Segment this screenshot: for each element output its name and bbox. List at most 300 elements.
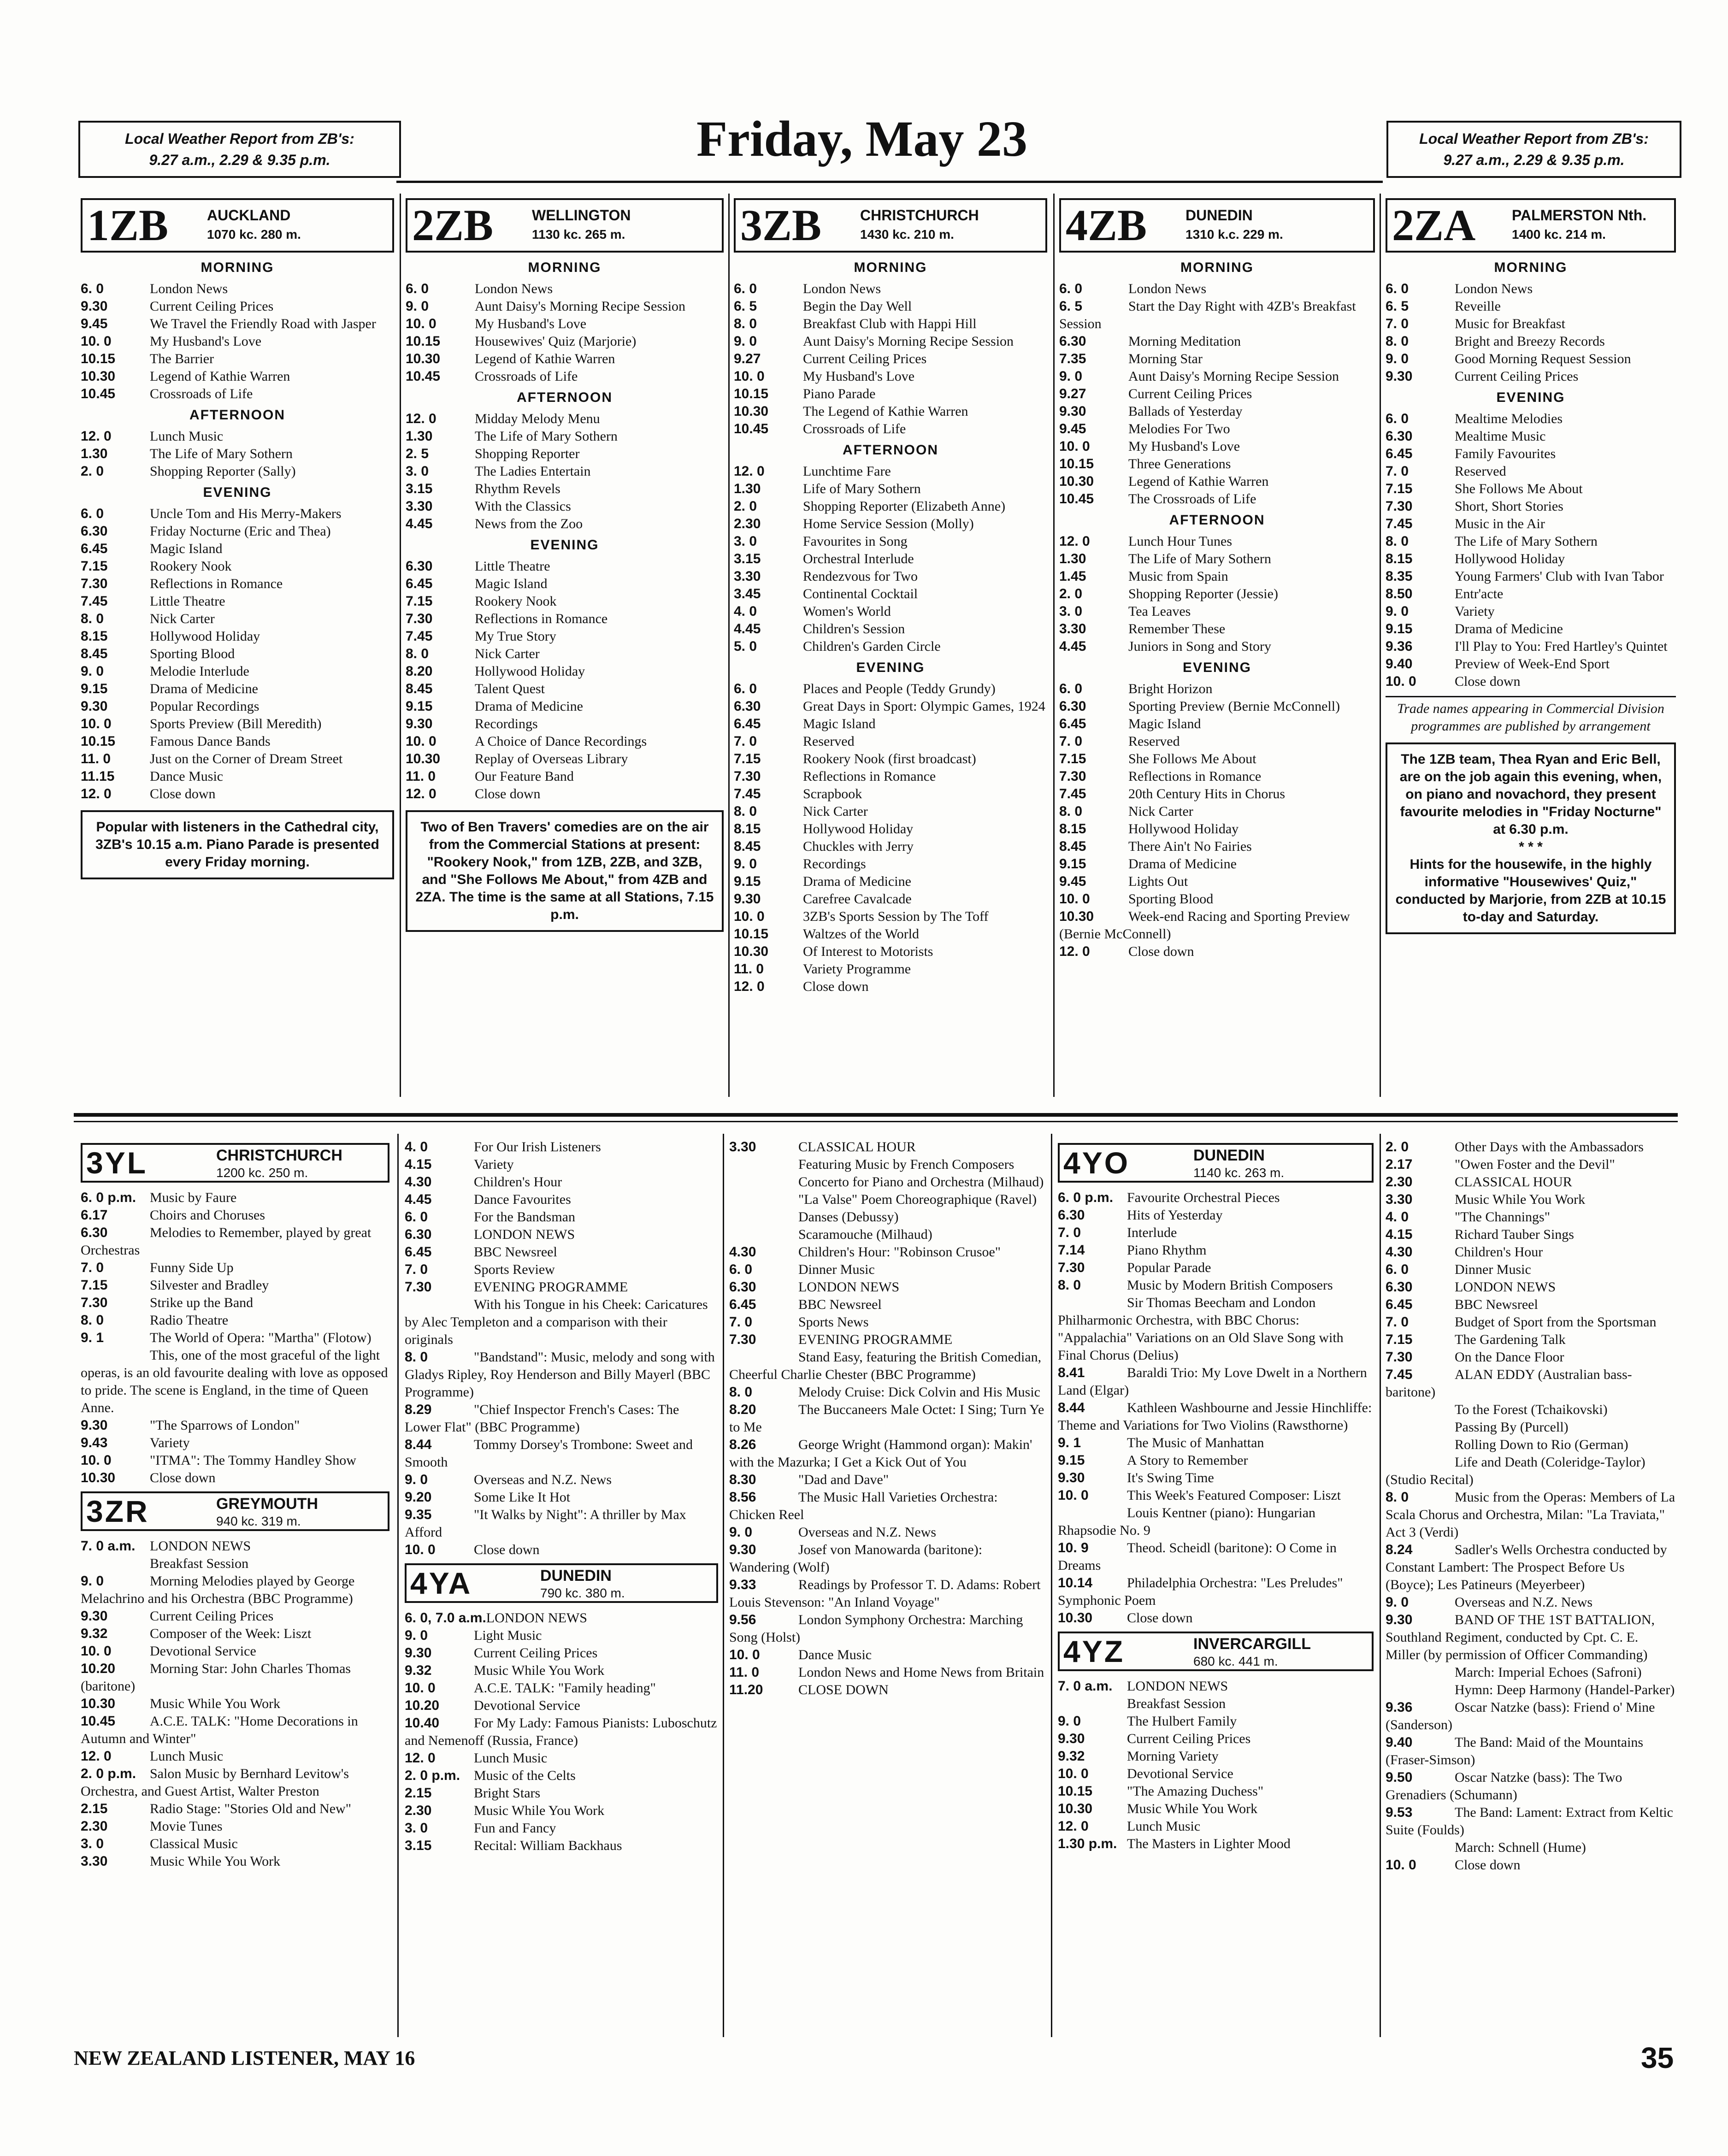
- programme-time: 7.15: [406, 594, 433, 609]
- programme-title: Reflections in Romance: [475, 611, 608, 626]
- programme-title: Music from the Operas: Members of La Scala Chorus and Orchestra, Milan: "La Traviata," Act 3 (Verdi): [1386, 1490, 1675, 1540]
- programme-line: [1386, 1489, 1676, 1541]
- programme-line: [406, 750, 724, 768]
- programme-line: [81, 750, 394, 768]
- programme-time: 8.26: [729, 1437, 756, 1452]
- programme-line: [734, 785, 1047, 803]
- weather-line: 9.27 a.m., 2.29 & 9.35 p.m.: [149, 152, 330, 168]
- programme-time: 7. 0: [1059, 734, 1083, 749]
- programme-title: For Our Irish Listeners: [474, 1139, 601, 1155]
- station-header: [406, 198, 724, 253]
- programme-line: [1059, 298, 1375, 333]
- programme-line: [1386, 638, 1676, 655]
- programme-title: London Symphony Orchestra: Marching Song (Holst): [729, 1612, 1023, 1645]
- programme-time: 7. 0: [1386, 316, 1409, 331]
- programme-line: [405, 1750, 718, 1767]
- programme-time: 9.20: [405, 1490, 432, 1505]
- programme-title: "La Valse" Poem Choreographique (Ravel): [798, 1192, 1037, 1207]
- programme-line: [81, 1347, 389, 1417]
- programme-title: London News and Home News from Britain: [798, 1665, 1044, 1680]
- programme-time: 3.30: [81, 1854, 108, 1869]
- station-city: GREYMOUTH: [216, 1495, 318, 1513]
- programme-line: [1386, 428, 1676, 445]
- programme-time: 7.30: [1386, 499, 1413, 514]
- programme-time: 12. 0: [405, 1750, 436, 1766]
- programme-time: 8.15: [1059, 821, 1086, 836]
- programme-title: LONDON NEWS: [1455, 1279, 1556, 1295]
- station-call-sign: 2ZB: [412, 200, 494, 250]
- programme-line: [405, 1489, 718, 1506]
- programme-title: The Buccaneers Male Octet: I Sing; Turn Ye to Me: [729, 1402, 1044, 1435]
- programme-title: There Ain't No Fairies: [1128, 839, 1252, 854]
- programme-title: Movie Tunes: [150, 1819, 223, 1834]
- station-frequency: 1140 kc. 263 m.: [1193, 1166, 1285, 1180]
- programme-time: 12. 0: [406, 411, 436, 426]
- programme-line: [729, 1191, 1045, 1208]
- programme-line: [406, 280, 724, 298]
- programme-time: 12. 0: [406, 786, 436, 801]
- programme-title: To the Forest (Tchaikovski): [1455, 1402, 1608, 1417]
- programme-title: Classical Music: [150, 1836, 238, 1851]
- programme-title: Overseas and N.Z. News: [798, 1525, 937, 1540]
- column-divider: [400, 194, 401, 1097]
- programme-line: [1059, 490, 1375, 508]
- programme-time: 10.30: [1058, 1801, 1093, 1816]
- section-heading: AFTERNOON: [1169, 512, 1265, 528]
- programme-line: [1386, 315, 1676, 333]
- programme-line: [405, 1208, 718, 1226]
- note-text: The 1ZB team, Thea Ryan and Eric Bell, are on the job again this evening, when, on piano and novachord, they present favourite melodies in "Friday Nocturne" at 6.30 p.m.: [1399, 752, 1662, 837]
- station-column: [81, 1138, 389, 1870]
- programme-time: 10. 0: [729, 1647, 760, 1662]
- programme-line: [406, 610, 724, 628]
- programme-title: LONDON NEWS: [798, 1279, 900, 1295]
- station-header: [1386, 198, 1676, 253]
- programme-title: Morning Melodies played by George Melachrino and his Orchestra (BBC Programme): [81, 1573, 355, 1606]
- programme-time: 8.45: [734, 839, 761, 854]
- programme-line: [734, 715, 1047, 733]
- programme-time: 9. 0: [1386, 604, 1409, 619]
- programme-title: Variety: [150, 1435, 190, 1450]
- programme-title: Hymn: Deep Harmony (Handel-Parker): [1455, 1682, 1675, 1697]
- programme-title: Music While You Work: [474, 1803, 605, 1818]
- programme-line: [1386, 463, 1676, 480]
- programme-title: Reserved: [1455, 464, 1506, 479]
- programme-title: Hollywood Holiday: [803, 821, 914, 836]
- station-column: [1386, 1138, 1676, 1874]
- programme-title: Nick Carter: [1128, 804, 1193, 819]
- programme-time: 10. 0: [81, 1644, 112, 1659]
- programme-title: Close down: [1455, 674, 1521, 689]
- programme-line: [734, 890, 1047, 908]
- programme-time: 7.30: [81, 1295, 108, 1310]
- programme-line: [734, 855, 1047, 873]
- programme-title: Children's Hour: "Robinson Crusoe": [798, 1244, 1001, 1260]
- programme-line: [1059, 438, 1375, 455]
- programme-line: [81, 715, 394, 733]
- programme-line: [1386, 1314, 1676, 1331]
- programme-time: 12. 0: [81, 786, 112, 801]
- programme-line: [729, 1664, 1045, 1681]
- programme-time: 10.30: [1059, 909, 1094, 924]
- station-city: DUNEDIN: [1193, 1147, 1265, 1164]
- section-heading: AFTERNOON: [517, 390, 613, 405]
- programme-line: [729, 1646, 1045, 1664]
- programme-title: Orchestral Interlude: [803, 551, 914, 566]
- programme-list: [729, 1138, 1045, 1699]
- programme-title: Recordings: [803, 856, 866, 872]
- programme-line: [734, 960, 1047, 978]
- programme-time: 6.30: [1059, 334, 1086, 349]
- programme-title: Close down: [150, 786, 216, 801]
- programme-time: 9.40: [1386, 656, 1413, 672]
- programme-title: Reflections in Romance: [803, 769, 936, 784]
- programme-line: [1058, 1678, 1374, 1695]
- programme-time: 9.30: [1059, 404, 1086, 419]
- programme-line: [1059, 715, 1375, 733]
- weather-box-left: [78, 121, 401, 178]
- programme-title: Interlude: [1127, 1225, 1177, 1240]
- programme-line: [1059, 680, 1375, 698]
- programme-line: [1058, 1713, 1374, 1730]
- programme-title: The Life of Mary Sothern: [1128, 551, 1271, 566]
- programme-line: [1386, 1804, 1676, 1839]
- station-frequency: 940 kc. 319 m.: [216, 1514, 301, 1528]
- programme-time: 10.30: [734, 404, 769, 419]
- programme-title: Music for Breakfast: [1455, 316, 1565, 331]
- programme-title: The Music Hall Varieties Orchestra: Chicken Reel: [729, 1490, 998, 1522]
- programme-line: [1059, 350, 1375, 368]
- programme-time: 7. 0: [405, 1262, 428, 1277]
- programme-time: 10. 0: [1386, 1857, 1416, 1873]
- programme-time: 10. 0: [406, 316, 436, 331]
- programme-time: 9. 0: [1386, 1595, 1409, 1610]
- programme-time: 12. 0: [734, 464, 765, 479]
- programme-title: Mealtime Music: [1455, 429, 1546, 444]
- programme-title: CLOSE DOWN: [798, 1682, 889, 1697]
- programme-line: [81, 1537, 389, 1555]
- programme-line: [1058, 1748, 1374, 1765]
- programme-title: My True Story: [475, 629, 556, 644]
- programme-line: [1386, 410, 1676, 428]
- programme-time: 7.45: [1386, 1367, 1413, 1382]
- programme-time: 8. 0: [729, 1384, 753, 1400]
- programme-time: 9.30: [1058, 1470, 1085, 1485]
- programme-title: Current Ceiling Prices: [1127, 1731, 1251, 1746]
- programme-time: 8.20: [729, 1402, 756, 1417]
- station-call-sign: 4YA: [410, 1566, 472, 1600]
- programme-title: Nick Carter: [803, 804, 868, 819]
- programme-time: 9.45: [1059, 421, 1086, 436]
- programme-title: Overseas and N.Z. News: [1455, 1595, 1593, 1610]
- section-heading: EVENING: [1496, 390, 1565, 405]
- programme-line: [81, 428, 394, 445]
- programme-line: [729, 1296, 1045, 1314]
- programme-time: 6.45: [405, 1244, 432, 1260]
- programme-title: Hollywood Holiday: [1128, 821, 1239, 836]
- programme-line: [1058, 1224, 1374, 1242]
- programme-title: Sports Preview (Bill Meredith): [150, 716, 322, 731]
- programme-line: [1386, 1331, 1676, 1349]
- programme-line: [1058, 1434, 1374, 1452]
- programme-line: [1058, 1207, 1374, 1224]
- programme-title: Chuckles with Jerry: [803, 839, 914, 854]
- programme-line: [1386, 1734, 1676, 1769]
- programme-line: [405, 1802, 718, 1820]
- programme-line: [1058, 1574, 1374, 1609]
- programme-line: [406, 515, 724, 533]
- programme-time: 9.30: [81, 299, 108, 314]
- programme-time: 6. 5: [1386, 299, 1409, 314]
- programme-line: [729, 1208, 1045, 1226]
- programme-title: Crossroads of Life: [475, 369, 578, 384]
- programme-title: This, one of the most graceful of the light operas, is an old favourite dealing with love as opposed to pride. The scene is England, in the time of Queen Anne.: [81, 1348, 388, 1415]
- trade-note: Trade names appearing in Commercial Division programmes are published by arrangement: [1386, 696, 1676, 735]
- programme-time: 3.15: [734, 551, 761, 566]
- programme-list: [81, 1537, 389, 1870]
- programme-title: Music by Faure: [150, 1190, 237, 1205]
- programme-title: Dance Music: [798, 1647, 872, 1662]
- programme-line: [734, 368, 1047, 385]
- programme-line: [1059, 420, 1375, 438]
- programme-title: Drama of Medicine: [803, 874, 911, 889]
- programme-title: 20th Century Hits in Chorus: [1128, 786, 1286, 801]
- programme-time: 6. 0: [405, 1209, 428, 1225]
- programme-title: Rhythm Revels: [475, 481, 560, 496]
- programme-line: [406, 575, 724, 593]
- programme-title: The Masters in Lighter Mood: [1127, 1836, 1291, 1851]
- programme-time: 1.30 p.m.: [1058, 1836, 1117, 1851]
- programme-title: Oscar Natzke (bass): The Two Grenadiers (Schumann): [1386, 1770, 1622, 1803]
- programme-title: "ITMA": The Tommy Handley Show: [150, 1453, 356, 1468]
- programme-time: 8.50: [1386, 586, 1413, 601]
- programme-title: Tommy Dorsey's Trombone: Sweet and Smooth: [405, 1437, 693, 1470]
- programme-title: "It Walks by Night": A thriller by Max Afford: [405, 1507, 686, 1540]
- section-heading: MORNING: [1180, 260, 1254, 275]
- programme-line: [81, 610, 394, 628]
- programme-title: Friday Nocturne (Eric and Thea): [150, 524, 331, 539]
- programme-title: Aunt Daisy's Morning Recipe Session: [475, 299, 686, 314]
- programme-line: [81, 1294, 389, 1312]
- programme-title: Mealtime Melodies: [1455, 411, 1563, 426]
- programme-time: 10.15: [81, 734, 116, 749]
- programme-time: 7. 0 a.m.: [81, 1538, 136, 1554]
- programme-time: 7. 0: [81, 1260, 104, 1275]
- programme-title: Philadelphia Orchestra: "Les Preludes" Symphonic Poem: [1058, 1575, 1343, 1608]
- programme-title: Talent Quest: [475, 681, 545, 696]
- programme-line: [1058, 1818, 1374, 1835]
- programme-time: 1.30: [81, 446, 108, 461]
- programme-line: [1059, 280, 1375, 298]
- station-city: CHRISTCHURCH: [860, 207, 979, 224]
- programme-title: Music While You Work: [150, 1854, 281, 1869]
- programme-line: [405, 1261, 718, 1278]
- programme-time: 2.15: [405, 1785, 432, 1801]
- programme-time: 10. 0: [734, 909, 765, 924]
- programme-title: Legend of Kathie Warren: [475, 351, 615, 366]
- programme-time: 9.50: [1386, 1770, 1413, 1785]
- programme-line: [1386, 1278, 1676, 1296]
- programme-time: 12. 0: [1058, 1819, 1089, 1834]
- programme-time: 7.30: [734, 769, 761, 784]
- programme-title: Begin the Day Well: [803, 299, 912, 314]
- programme-time: 9. 0: [1386, 351, 1409, 366]
- programme-time: 9.40: [1386, 1735, 1413, 1750]
- programme-line: [1059, 603, 1375, 620]
- programme-list: [81, 259, 394, 803]
- programme-line: [729, 1541, 1045, 1576]
- programme-line: [81, 1224, 389, 1259]
- programme-line: [405, 1156, 718, 1173]
- programme-line: [81, 1800, 389, 1818]
- station-header: [734, 198, 1047, 253]
- programme-title: Fun and Fancy: [474, 1820, 556, 1836]
- programme-line: [81, 768, 394, 785]
- station-city: INVERCARGILL: [1193, 1635, 1311, 1653]
- programme-time: 11. 0: [729, 1665, 760, 1680]
- section-heading: EVENING: [203, 485, 272, 500]
- programme-title: Choirs and Choruses: [150, 1208, 265, 1223]
- programme-time: 10.30: [81, 1696, 116, 1711]
- section-rule-thin: [74, 1121, 1678, 1122]
- programme-line: [1059, 620, 1375, 638]
- programme-time: 7.15: [81, 559, 108, 574]
- programme-line: [81, 1207, 389, 1224]
- programme-title: Breakfast Session: [1127, 1696, 1226, 1711]
- programme-title: Popular Recordings: [150, 699, 259, 714]
- programme-title: Radio Theatre: [150, 1313, 229, 1328]
- programme-time: 10.45: [1059, 491, 1094, 507]
- programme-title: Featuring Music by French Composers: [798, 1157, 1014, 1172]
- programme-line: [729, 1278, 1045, 1296]
- programme-time: 12. 0: [1059, 944, 1090, 959]
- programme-time: 9.36: [1386, 1700, 1413, 1715]
- programme-line: [406, 663, 724, 680]
- programme-title: Morning Meditation: [1128, 334, 1241, 349]
- programme-line: [1386, 1454, 1676, 1489]
- programme-title: Strike up the Band: [150, 1295, 254, 1310]
- programme-line: [734, 803, 1047, 820]
- programme-title: Good Morning Request Session: [1455, 351, 1631, 366]
- programme-time: 9.30: [81, 699, 108, 714]
- programme-line: [1059, 855, 1375, 873]
- station-column: [405, 1138, 718, 1855]
- programme-line: [1386, 1401, 1676, 1419]
- programme-title: Waltzes of the World: [803, 926, 920, 942]
- programme-time: 4. 0: [734, 604, 757, 619]
- programme-time: 7.30: [81, 576, 108, 591]
- programme-title: Close down: [1455, 1857, 1521, 1873]
- programme-title: Women's World: [803, 604, 891, 619]
- programme-title: Tea Leaves: [1128, 604, 1191, 619]
- programme-title: Favourites in Song: [803, 534, 908, 549]
- programme-title: LONDON NEWS: [1127, 1679, 1228, 1694]
- programme-title: Dance Music: [150, 769, 224, 784]
- station-header: [81, 1143, 389, 1183]
- programme-line: [1386, 1541, 1676, 1594]
- programme-title: It's Swing Time: [1127, 1470, 1214, 1485]
- programme-time: 2. 0 p.m.: [81, 1766, 136, 1781]
- programme-line: [81, 645, 394, 663]
- programme-time: 6. 0: [734, 281, 757, 296]
- programme-line: [1059, 943, 1375, 960]
- programme-title: Remember These: [1128, 621, 1226, 636]
- programme-time: 8. 0: [1058, 1278, 1081, 1293]
- station-note: [1386, 742, 1676, 934]
- programme-title: Life and Death (Coleridge-Taylor) (Studio Recital): [1386, 1455, 1645, 1487]
- section-heading: MORNING: [201, 260, 274, 275]
- programme-time: 7.30: [1058, 1260, 1085, 1275]
- programme-list: [734, 259, 1047, 996]
- programme-line: [1059, 785, 1375, 803]
- programme-line: [734, 298, 1047, 315]
- programme-title: Young Farmers' Club with Ivan Tabor: [1455, 569, 1664, 584]
- programme-time: 8. 0: [81, 1313, 104, 1328]
- programme-line: [406, 733, 724, 750]
- programme-title: Rookery Nook: [475, 594, 557, 609]
- programme-time: 6.45: [734, 716, 761, 731]
- programme-line: [1059, 368, 1375, 385]
- programme-time: 10. 9: [1058, 1540, 1089, 1555]
- programme-time: 2. 5: [406, 446, 429, 461]
- programme-time: 9.30: [729, 1542, 756, 1557]
- programme-time: 3. 0: [81, 1836, 104, 1851]
- programme-time: 8. 0: [406, 646, 429, 661]
- station-city: CHRISTCHURCH: [216, 1147, 342, 1164]
- section-heading: EVENING: [530, 537, 599, 553]
- programme-title: Reserved: [803, 734, 855, 749]
- programme-time: 9. 0: [81, 1573, 104, 1589]
- programme-title: Variety: [1455, 604, 1495, 619]
- programme-line: [1386, 515, 1676, 533]
- programme-title: "Bandstand": Music, melody and song with Gladys Ripley, Roy Henderson and Billy Mayerl (BBC Programme): [405, 1349, 715, 1400]
- programme-time: 9.15: [1386, 621, 1413, 636]
- programme-title: CLASSICAL HOUR: [1455, 1174, 1572, 1190]
- programme-time: 7.15: [81, 1278, 108, 1293]
- programme-line: [81, 663, 394, 680]
- programme-line: [405, 1767, 718, 1785]
- programme-time: 4.15: [1386, 1227, 1413, 1242]
- programme-line: [1059, 585, 1375, 603]
- programme-time: 8.15: [1386, 551, 1413, 566]
- programme-list: [1386, 259, 1676, 690]
- programme-line: [81, 1835, 389, 1853]
- programme-title: She Follows Me About: [1455, 481, 1583, 496]
- programme-title: "Owen Foster and the Devil": [1455, 1157, 1615, 1172]
- programme-line: [1058, 1504, 1374, 1539]
- programme-time: 1.30: [734, 481, 761, 496]
- programme-line: [1058, 1783, 1374, 1800]
- programme-line: [734, 480, 1047, 498]
- programme-line: [1058, 1277, 1374, 1294]
- programme-time: 9.30: [81, 1608, 108, 1624]
- programme-time: 7.35: [1059, 351, 1086, 366]
- programme-time: 8.45: [406, 681, 433, 696]
- programme-time: 8.15: [734, 821, 761, 836]
- programme-time: 10.45: [81, 1714, 116, 1729]
- programme-line: [405, 1662, 718, 1679]
- programme-line: [729, 1576, 1045, 1611]
- programme-time: 10.15: [734, 386, 769, 401]
- station-city: PALMERSTON Nth.: [1512, 207, 1647, 224]
- programme-title: Readings by Professor T. D. Adams: Robert Louis Stevenson: "An Inland Voyage": [729, 1577, 1041, 1610]
- programme-title: Current Ceiling Prices: [1455, 369, 1579, 384]
- programme-title: Uncle Tom and His Merry-Makers: [150, 506, 342, 521]
- programme-title: Sporting Blood: [150, 646, 235, 661]
- station-column: [1386, 198, 1676, 934]
- note-text: Hints for the housewife, in the highly informative "Housewives' Quiz," conducted by Marjorie, from 2ZB at 10.15 to-day and Saturday.: [1395, 857, 1666, 925]
- programme-line: [734, 943, 1047, 960]
